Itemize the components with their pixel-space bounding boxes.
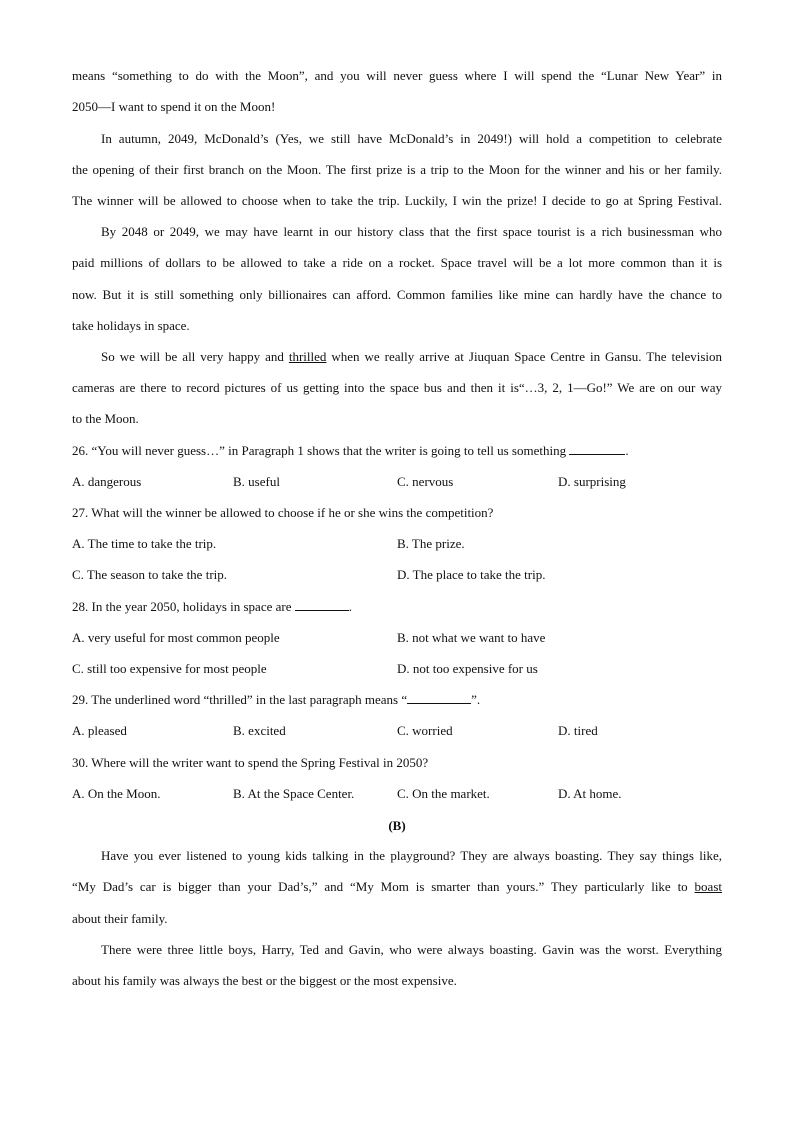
q28-option-c[interactable]: C. still too expensive for most people [72, 661, 267, 676]
q27-option-b[interactable]: B. The prize. [397, 536, 465, 551]
underlined-word-thrilled: thrilled [288, 349, 327, 364]
q26-option-d[interactable]: D. surprising [558, 474, 626, 489]
passage-a-p4-line1 [101, 348, 722, 366]
passage-b-p1-line3: about their family. [72, 911, 168, 926]
underlined-word-boast: boast [694, 879, 722, 894]
q29-option-b[interactable]: B. excited [233, 723, 286, 738]
passage-a-p2-line3: The winner will be allowed to choose when to take the trip. Luckily, I win the prize! I decide to go at Spring Festival. [72, 193, 722, 208]
question-26-stem [72, 442, 629, 460]
q26-option-a[interactable]: A. dangerous [72, 474, 142, 489]
passage-a-p3-line2: paid millions of dollars to be allowed to take a ride on a rocket. Space travel will be a lot more common than it is [72, 255, 722, 270]
passage-a-p1-line1: means “something to do with the Moon”, and you will never guess where I will spend the “Lunar New Year” in [72, 68, 722, 83]
q26-text: 26. “You will never guess…” in Paragraph 1 shows that the writer is going to tell us something [72, 443, 570, 458]
passage-a-p2-line2: the opening of their first branch on the Moon. The first prize is a trip to the Moon for the winner and his or her family. [72, 162, 722, 177]
question-30-stem: 30. Where will the writer want to spend the Spring Festival in 2050? [72, 755, 429, 770]
q29-option-d[interactable]: D. tired [558, 723, 598, 738]
q28-text: 28. In the year 2050, holidays in space are [72, 599, 295, 614]
q29-option-c[interactable]: C. worried [397, 723, 453, 738]
passage-a-p3-line4: take holidays in space. [72, 318, 190, 333]
q26-option-c[interactable]: C. nervous [397, 474, 454, 489]
question-29-stem [72, 691, 480, 709]
passage-b-p1-line1: Have you ever listened to young kids talking in the playground? They are always boasting. They say things like, [101, 848, 722, 863]
q27-option-a[interactable]: A. The time to take the trip. [72, 536, 217, 551]
passage-a-p4-line3: to the Moon. [72, 411, 139, 426]
q29-tail: ”. [471, 692, 481, 707]
q28-answer-blank[interactable] [295, 598, 349, 611]
q29-option-a[interactable]: A. pleased [72, 723, 127, 738]
q26-answer-blank[interactable] [569, 442, 625, 455]
question-27-stem: 27. What will the winner be allowed to choose if he or she wins the competition? [72, 505, 494, 520]
passage-b-p2-line1: There were three little boys, Harry, Ted and Gavin, who were always boasting. Gavin was the worst. Everything [101, 942, 722, 957]
q26-option-b[interactable]: B. useful [233, 474, 280, 489]
passage-a-p3-line1: By 2048 or 2049, we may have learnt in our history class that the first space tourist is a rich businessman who [101, 224, 722, 239]
q27-option-c[interactable]: C. The season to take the trip. [72, 567, 228, 582]
p4-text-a: So we will be all very happy and [101, 349, 289, 364]
passage-a-p2-line1: In autumn, 2049, McDonald’s (Yes, we still have McDonald’s in 2049!) will hold a competition to celebrate [101, 131, 722, 146]
q29-answer-blank[interactable] [407, 691, 471, 704]
passage-a-p4-line2: cameras are there to record pictures of us getting into the space bus and then it is“…3, 2, 1—Go!” We are on our way [72, 380, 722, 395]
q30-option-b[interactable]: B. At the Space Center. [233, 786, 355, 801]
q26-tail: . [625, 443, 629, 458]
q30-option-a[interactable]: A. On the Moon. [72, 786, 161, 801]
section-b-heading: (B) [388, 818, 406, 833]
q28-option-d[interactable]: D. not too expensive for us [397, 661, 538, 676]
q30-option-d[interactable]: D. At home. [558, 786, 622, 801]
q28-tail: . [348, 599, 352, 614]
question-28-stem [72, 598, 352, 616]
q29-text: 29. The underlined word “thrilled” in the last paragraph means “ [72, 692, 408, 707]
passage-a-p3-line3: now. But it is still something only billionaires can afford. Common families like mine can hardly have the chance to [72, 287, 722, 302]
q28-option-b[interactable]: B. not what we want to have [397, 630, 546, 645]
passage-b-p1-line2 [72, 878, 722, 896]
p4-text-b: when we really arrive at Jiuquan Space Centre in Gansu. The television [326, 349, 722, 364]
passage-b-p1-text: “My Dad’s car is bigger than your Dad’s,” and “My Mom is smarter than yours.” They particularly like to [72, 879, 695, 894]
passage-a-p1-line2: 2050—I want to spend it on the Moon! [72, 99, 276, 114]
q28-option-a[interactable]: A. very useful for most common people [72, 630, 280, 645]
passage-b-p2-line2: about his family was always the best or the biggest or the most expensive. [72, 973, 457, 988]
q30-option-c[interactable]: C. On the market. [397, 786, 490, 801]
q27-option-d[interactable]: D. The place to take the trip. [397, 567, 546, 582]
